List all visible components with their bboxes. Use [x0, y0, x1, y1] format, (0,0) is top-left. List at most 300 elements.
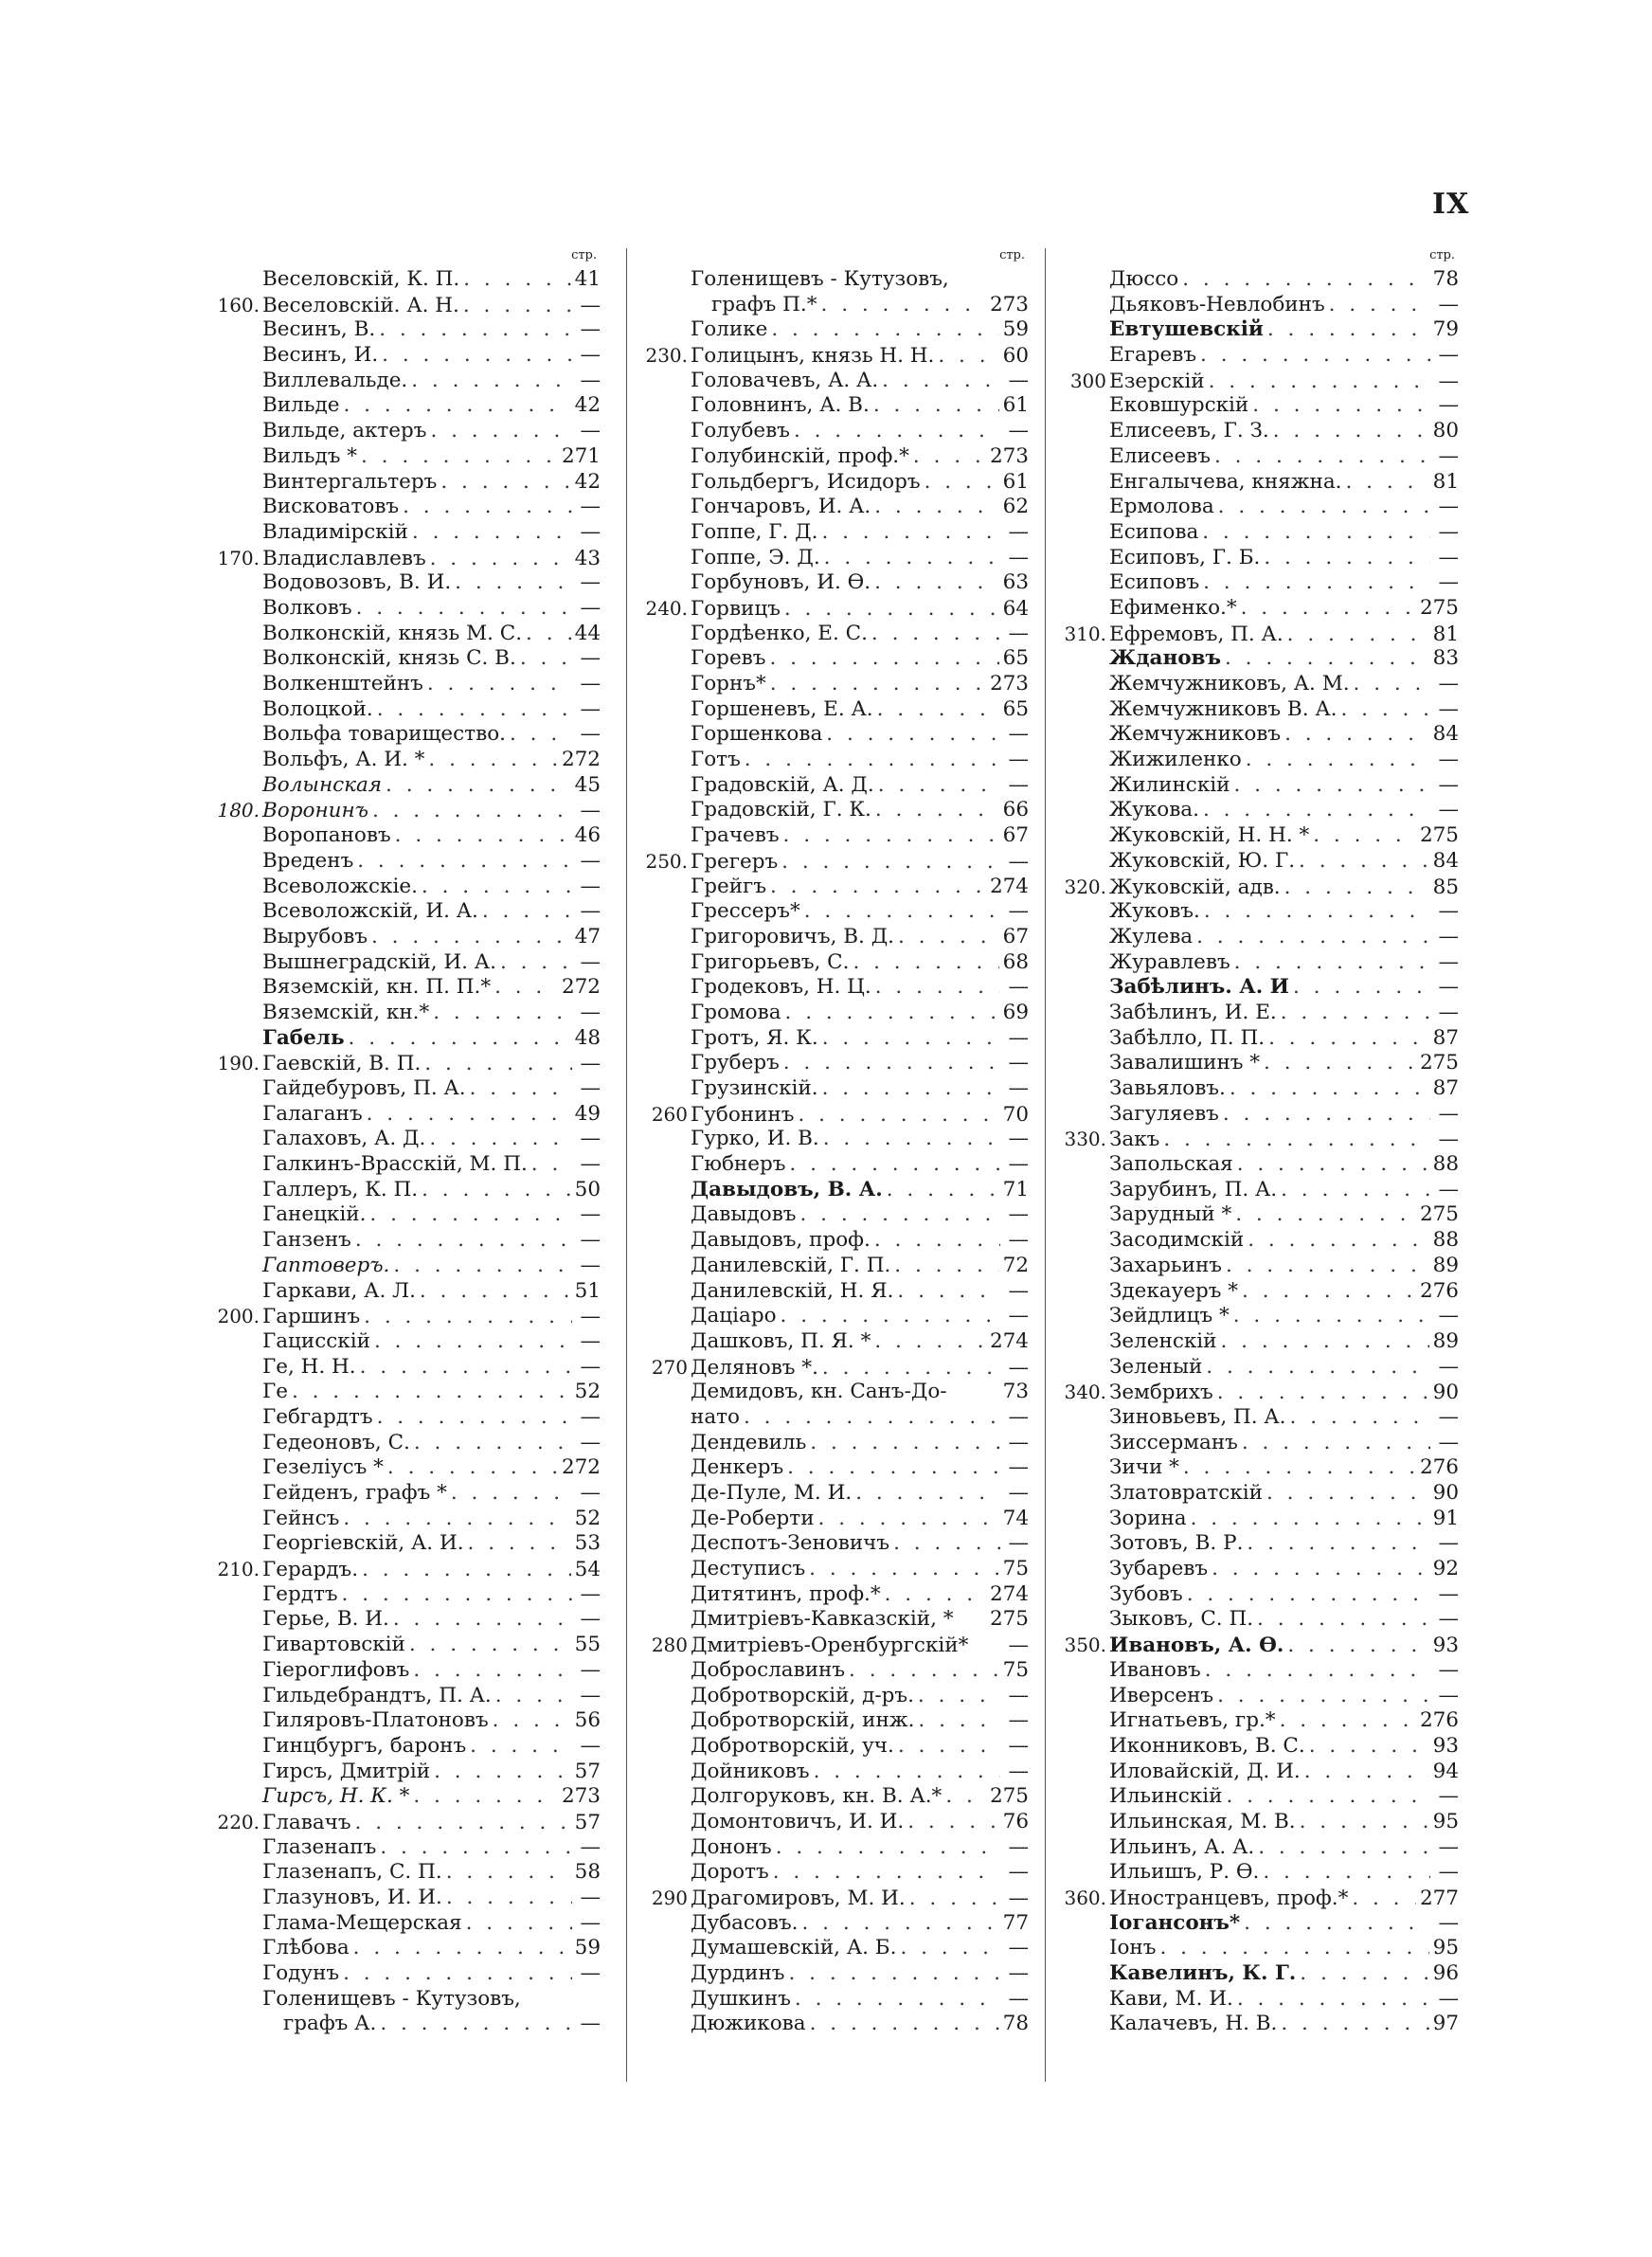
entry-page: —: [1008, 621, 1029, 645]
entry-page: —: [1438, 545, 1459, 569]
dot-leader: [1258, 1835, 1430, 1861]
entry-number: 180.: [217, 799, 260, 822]
dot-leader: [913, 444, 986, 470]
dot-leader: [455, 570, 572, 596]
entry-name: Зубаревъ: [1109, 1557, 1209, 1581]
index-entry: [631, 1810, 1029, 1835]
entry-page: 275: [1419, 1051, 1459, 1075]
index-entry: [203, 1784, 601, 1810]
index-entry: [1050, 1329, 1459, 1355]
entry-name: Жуковскій, Н. Н. *: [1109, 823, 1310, 848]
dot-leader: [379, 317, 572, 343]
entry-page: —: [580, 1733, 601, 1758]
entry-name: Гіероглифовъ: [262, 1657, 410, 1682]
index-entry: [1050, 1355, 1459, 1381]
dot-leader: [787, 1455, 1000, 1481]
dot-leader: [1187, 1582, 1430, 1608]
index-entry: [631, 1431, 1029, 1456]
entry-page: 79: [1432, 317, 1459, 342]
index-entry: [203, 495, 601, 520]
dot-leader: [789, 1152, 1000, 1178]
dot-leader: [900, 1936, 1000, 1961]
dot-leader: [1354, 672, 1430, 697]
dot-leader: [374, 1329, 572, 1355]
dot-leader: [918, 1708, 1000, 1734]
entry-name: Глазенапъ, С. П.: [262, 1860, 442, 1885]
dot-leader: [1267, 317, 1429, 343]
index-entry: [1050, 1784, 1459, 1810]
entry-name: Волоцкой.: [262, 696, 373, 721]
index-entry: [203, 1734, 601, 1760]
entry-number: 210.: [217, 1558, 260, 1581]
index-entry: [1050, 1658, 1459, 1684]
entry-page: 57: [574, 1810, 601, 1834]
entry-page: —: [1008, 545, 1029, 569]
entry-name: Ждановъ: [1109, 646, 1221, 671]
entry-page: —: [1438, 949, 1459, 974]
entry-name: Завьяловъ.: [1109, 1076, 1226, 1100]
dot-leader: [1281, 2012, 1428, 2037]
dot-leader: [413, 1784, 558, 1810]
dot-leader: [822, 1356, 1000, 1381]
entry-name: Ефремовъ, П. А.: [1109, 622, 1284, 646]
entry-name: Ильинская, М. В.: [1109, 1809, 1296, 1833]
entry-page: —: [580, 570, 601, 595]
entry-name: Ильишъ, Р. Ѳ.: [1109, 1860, 1260, 1885]
entry-name: Захарьинъ: [1109, 1253, 1222, 1277]
dot-leader: [853, 950, 998, 976]
entry-name: Гедеоновъ, С.: [262, 1430, 410, 1454]
dot-leader: [451, 1481, 572, 1507]
dot-leader: [1237, 1152, 1429, 1178]
index-entry: [1050, 1178, 1459, 1203]
index-entry: [1050, 1582, 1459, 1608]
entry-name: Глама-Мещерская: [262, 1910, 462, 1935]
index-entry: [631, 444, 1029, 470]
dot-leader: [1264, 1051, 1416, 1076]
entry-page: 81: [1432, 622, 1459, 646]
index-entry: [1050, 1380, 1459, 1405]
entry-page: —: [1008, 1404, 1029, 1429]
entry-name: Гирсъ, Н. К. *: [262, 1784, 410, 1809]
dot-leader: [520, 646, 572, 672]
entry-name: Глазуновъ, И. И.: [262, 1886, 442, 1909]
index-entry: [1050, 1152, 1459, 1178]
dot-leader: [355, 1811, 571, 1836]
dot-leader: [1244, 1911, 1430, 1937]
index-entry: [1050, 1810, 1459, 1835]
index-entry: [1050, 823, 1459, 849]
entry-name: Загуляевъ: [1109, 1101, 1219, 1126]
dot-leader: [771, 317, 998, 343]
entry-page: —: [1008, 419, 1029, 443]
entry-page: 87: [1432, 1025, 1459, 1050]
entry-page: —: [1008, 1127, 1029, 1151]
index-entry: [1050, 1987, 1459, 2013]
entry-page: 272: [561, 748, 601, 772]
index-column-2: [631, 248, 1029, 2037]
index-entry: [203, 1987, 601, 2013]
dot-leader: [1202, 520, 1430, 546]
dot-leader: [470, 1734, 572, 1760]
dot-leader: [349, 1026, 571, 1052]
entry-page: 42: [574, 393, 601, 418]
dot-leader: [909, 1887, 1000, 1912]
entry-name: Златовратскій: [1109, 1481, 1263, 1505]
entry-name: Іогансонъ*: [1109, 1910, 1241, 1935]
dot-leader: [814, 1760, 1000, 1785]
entry-page: 276: [1419, 1455, 1459, 1480]
index-entry: [1050, 1633, 1459, 1658]
entry-page: —: [1008, 1634, 1029, 1658]
entry-name: Гоппе, Г. Д.: [691, 519, 818, 544]
index-entry: [203, 444, 601, 470]
entry-name: Деступисъ: [691, 1557, 806, 1581]
entry-name: Горнъ*: [691, 672, 766, 695]
index-entry: [631, 798, 1029, 823]
dot-leader: [809, 1557, 998, 1582]
entry-name: Годунъ: [262, 1961, 340, 1986]
index-entry: [1050, 369, 1459, 394]
entry-page: 50: [574, 1177, 601, 1201]
dot-leader: [422, 1178, 571, 1203]
entry-name: Деляновъ *.: [691, 1355, 818, 1380]
entry-name: Висковатовъ: [262, 495, 400, 519]
entry-name: Голике: [691, 317, 768, 342]
entry-page: —: [1008, 519, 1029, 544]
entry-name: Душкинъ: [691, 1986, 791, 2011]
dot-leader: [446, 1860, 571, 1886]
index-entry: [631, 1633, 1029, 1658]
entry-page: 45: [574, 772, 601, 797]
entry-page: —: [1008, 849, 1029, 874]
dot-leader: [412, 520, 572, 546]
dot-leader: [938, 344, 998, 370]
dot-leader: [361, 444, 558, 470]
dot-leader: [1264, 546, 1430, 571]
dot-leader: [893, 1531, 1000, 1557]
entry-page: —: [1008, 748, 1029, 772]
entry-page: —: [1008, 1531, 1029, 1556]
entry-name: Дендевиль: [691, 1430, 807, 1454]
entry-name: Дмитріевъ-Оренбургскій*: [691, 1634, 969, 1658]
entry-page: 61: [1002, 393, 1029, 418]
index-entry: [203, 1455, 601, 1481]
index-entry: [631, 1481, 1029, 1507]
entry-name: Зорина: [1109, 1506, 1187, 1530]
entry-page: 66: [1002, 798, 1029, 822]
index-entry: [203, 1355, 601, 1381]
entry-page: —: [1008, 1683, 1029, 1707]
dot-leader: [878, 773, 1000, 799]
entry-name: Григоровичъ, В. Д.: [691, 924, 895, 948]
index-entry: [203, 546, 601, 571]
dot-leader: [371, 925, 571, 950]
entry-name: Завалишинъ *: [1109, 1051, 1261, 1075]
dot-leader: [1163, 1128, 1430, 1153]
entry-page: 89: [1432, 1253, 1459, 1277]
index-entry: [203, 393, 601, 419]
dot-leader: [907, 1810, 998, 1835]
entry-name: Веселовскій, К. П.: [262, 267, 460, 291]
entry-name: Георгіевскій, А. И.: [262, 1531, 464, 1556]
dot-leader: [1273, 419, 1429, 444]
dot-leader: [343, 1961, 572, 1987]
dot-leader: [403, 495, 572, 520]
dot-leader: [357, 849, 572, 875]
dot-leader: [781, 1304, 1000, 1329]
dot-leader: [1182, 267, 1428, 293]
entry-name: Грузинскій.: [691, 1076, 818, 1100]
index-entry: [203, 1481, 601, 1507]
entry-name: Зарудный *: [1109, 1202, 1232, 1227]
entry-page: —: [1008, 1228, 1029, 1253]
entry-name: Деспотъ-Зеновичъ: [691, 1531, 890, 1556]
entry-page: —: [580, 1910, 601, 1935]
entry-name: Ивановъ, А. Ѳ.: [1109, 1634, 1284, 1658]
entry-number: 360.: [1064, 1887, 1106, 1909]
entry-page: 96: [1432, 1961, 1459, 1986]
index-entry: [203, 1531, 601, 1557]
dot-leader: [882, 369, 1000, 394]
entry-page: 59: [1002, 317, 1029, 342]
entry-name: Журавлевъ: [1109, 949, 1230, 974]
entry-page: 85: [1432, 875, 1459, 899]
index-entry: [631, 1860, 1029, 1886]
index-entry: [203, 293, 601, 318]
entry-number: 170.: [217, 546, 260, 569]
entry-name: Даціаро: [691, 1304, 777, 1328]
dot-leader: [1196, 925, 1430, 950]
dot-leader: [945, 1784, 986, 1810]
entry-page: 65: [1002, 696, 1029, 721]
entry-page: —: [1438, 292, 1459, 316]
index-entry: [203, 697, 601, 723]
entry-name: Здекауеръ *: [1109, 1278, 1239, 1303]
entry-name: Гаршинъ: [262, 1305, 361, 1329]
entry-name: Засодимскій: [1109, 1228, 1245, 1253]
entry-page: —: [580, 1657, 601, 1682]
index-entry: [631, 2012, 1029, 2037]
entry-page: —: [1438, 798, 1459, 822]
dot-leader: [875, 975, 1000, 1001]
entry-page: —: [1438, 570, 1459, 595]
index-entry: [1050, 1026, 1459, 1052]
index-entry: [631, 1329, 1029, 1355]
index-entry: [203, 1961, 601, 1987]
entry-name: Жемчужниковъ: [1109, 722, 1282, 747]
index-entry: [203, 1633, 601, 1658]
entry-page: —: [580, 495, 601, 519]
entry-page: —: [580, 1052, 601, 1076]
entry-page: —: [580, 1581, 601, 1606]
entry-number: 290: [651, 1887, 688, 1909]
index-entry: [631, 823, 1029, 849]
entry-name: Егаревъ: [1109, 343, 1197, 368]
index-entry: [1050, 1557, 1459, 1582]
dot-leader: [409, 1633, 571, 1658]
index-entry: [631, 1051, 1029, 1076]
entry-name: Гебгардтъ: [262, 1404, 373, 1429]
entry-name: графъ А.: [283, 2012, 377, 2036]
entry-name: Волынская: [262, 772, 383, 797]
entry-page: —: [580, 1253, 601, 1277]
entry-page: —: [1008, 1936, 1029, 1960]
entry-page: 63: [1002, 570, 1029, 595]
index-entry: [1050, 393, 1459, 419]
index-entry: [631, 849, 1029, 875]
index-entry: [631, 975, 1029, 1001]
dot-leader: [1313, 823, 1416, 849]
entry-page: —: [580, 1305, 601, 1329]
entry-page: —: [580, 519, 601, 544]
dot-leader: [898, 1734, 1000, 1760]
entry-page: —: [580, 595, 601, 620]
index-entry: [631, 1001, 1029, 1026]
dot-leader: [1266, 1481, 1429, 1507]
entry-page: —: [1438, 393, 1459, 418]
entry-page: —: [1438, 1986, 1459, 2011]
entry-page: —: [1008, 975, 1029, 1000]
entry-name: Галлеръ, К. П.: [262, 1177, 419, 1201]
index-entry: [631, 748, 1029, 773]
entry-name: Волконскій, князь М. С.: [262, 621, 523, 645]
entry-page: —: [580, 899, 601, 924]
dot-leader: [1300, 1961, 1428, 1987]
entry-name: Голицынъ, князь Н. Н.: [691, 344, 935, 369]
entry-name: Гродековъ, Н. Ц.: [691, 975, 871, 1000]
entry-name: Ековшурскій: [1109, 393, 1249, 418]
entry-name: Главачъ: [262, 1810, 351, 1834]
entry-number: 310.: [1064, 622, 1106, 645]
index-entry: [631, 1911, 1029, 1937]
entry-name: Жижиленко: [1109, 748, 1242, 772]
entry-name: Калачевъ, Н. В.: [1109, 2012, 1278, 2036]
entry-page: —: [1008, 1708, 1029, 1733]
entry-name: Гайдебуровъ, П. А.: [262, 1076, 466, 1100]
dot-leader: [822, 1076, 1000, 1102]
entry-name: Вяземскій, кн. П. П.*: [262, 975, 492, 1000]
entry-name: Доброславинъ: [691, 1657, 846, 1682]
entry-page: 93: [1432, 1634, 1459, 1658]
entry-page: —: [580, 1127, 601, 1151]
index-entry: [631, 1152, 1029, 1178]
dot-leader: [1293, 975, 1430, 1001]
entry-page: 74: [1002, 1506, 1029, 1530]
dot-leader: [420, 1279, 571, 1305]
dot-leader: [1234, 950, 1430, 976]
entry-page: —: [1438, 443, 1459, 468]
entry-name: Вильде: [262, 393, 340, 418]
index-entry: [1050, 1684, 1459, 1709]
dot-leader: [745, 748, 1000, 773]
index-entry: [203, 1810, 601, 1835]
entry-page: 70: [1002, 1102, 1029, 1127]
dot-leader: [874, 1228, 1000, 1254]
dot-leader: [871, 622, 1000, 647]
entry-page: 52: [574, 1380, 601, 1404]
index-entry: [1050, 950, 1459, 976]
entry-name: Зубовъ: [1109, 1581, 1183, 1606]
entry-name: Иностранцевъ, проф.*: [1109, 1887, 1349, 1910]
index-entry: [1050, 1607, 1459, 1633]
entry-name: Владимірскій: [262, 519, 408, 544]
dot-leader: [1212, 1557, 1429, 1582]
entry-name: Зембрихъ: [1109, 1381, 1213, 1405]
entry-number: 190.: [217, 1052, 260, 1075]
dot-leader: [1226, 1784, 1430, 1810]
index-entry: [631, 950, 1029, 976]
entry-name: Герье, В. И.: [262, 1607, 389, 1632]
entry-number: 160.: [217, 293, 260, 316]
dot-leader: [802, 1911, 999, 1937]
index-entry: [203, 2012, 601, 2037]
index-entry: [203, 1936, 601, 1961]
index-entry: [203, 1254, 601, 1279]
entry-name: Ге, Н. Н.: [262, 1354, 356, 1379]
index-entry: [631, 1886, 1029, 1911]
index-entry: [1050, 1304, 1459, 1329]
dot-leader: [887, 1178, 999, 1203]
entry-name: Ганзенъ: [262, 1228, 351, 1253]
entry-name: Евтушевскій: [1109, 317, 1264, 342]
entry-page: —: [1008, 1355, 1029, 1380]
dot-leader: [482, 899, 572, 925]
dot-leader: [855, 1481, 1000, 1507]
entry-page: —: [580, 722, 601, 747]
index-entry: [631, 1304, 1029, 1329]
entry-page: —: [1008, 899, 1029, 924]
entry-name: Гиляровъ-Платоновъ: [262, 1708, 489, 1733]
dot-leader: [781, 850, 1000, 876]
index-entry: [1050, 697, 1459, 723]
index-entry: [1050, 570, 1459, 596]
entry-name: Гаевскій, В. П.: [262, 1052, 422, 1076]
dot-leader: [1234, 773, 1431, 799]
entry-page: —: [580, 799, 601, 823]
index-entry: [631, 622, 1029, 647]
entry-name: Іонъ: [1109, 1936, 1157, 1960]
index-entry: [203, 1886, 601, 1911]
entry-name: Головачевъ, А. А.: [691, 368, 879, 392]
index-entry: [631, 1202, 1029, 1228]
entry-name: Енгалычева, княжна.: [1109, 469, 1342, 494]
index-entry: [203, 520, 601, 546]
dot-leader: [470, 1076, 572, 1102]
index-entry: [631, 1784, 1029, 1810]
page-number: IX: [1432, 188, 1470, 221]
entry-name: Доротъ: [691, 1860, 769, 1885]
entry-page: —: [1438, 924, 1459, 948]
entry-page: —: [580, 317, 601, 342]
entry-name: Жуковскій, Ю. Г.: [1109, 848, 1296, 873]
entry-name: Вышнеградскій, И. А.: [262, 949, 496, 974]
dot-leader: [1263, 1860, 1430, 1886]
index-entry: [203, 419, 601, 444]
entry-name: Дашковъ, П. Я. *: [691, 1328, 871, 1353]
dot-leader: [897, 1279, 1000, 1305]
index-entry: [1050, 1076, 1459, 1102]
dot-leader: [422, 875, 572, 900]
entry-name: Губонинъ: [691, 1102, 795, 1127]
index-entry: [203, 317, 601, 343]
entry-page: —: [1438, 1657, 1459, 1682]
index-entry: [203, 1202, 601, 1228]
entry-page: —: [580, 1202, 601, 1227]
entry-name: Гивартовскій: [262, 1633, 405, 1657]
entry-page: 275: [1419, 1202, 1459, 1227]
index-entry: [203, 1607, 601, 1633]
